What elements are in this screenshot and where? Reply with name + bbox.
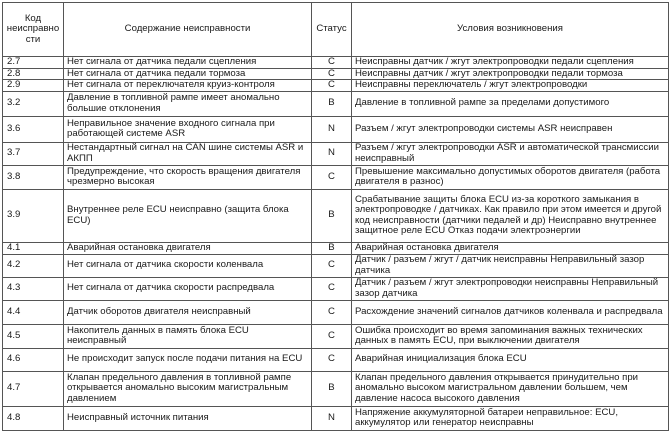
cell-conditions: Неисправны переключатель / жгут электропроводки [352, 80, 669, 92]
cell-description: Внутреннее реле ECU неисправно (защита блока ECU) [64, 189, 312, 242]
cell-description: Нет сигнала от датчика скорости распредвала [64, 277, 312, 300]
cell-description: Нет сигнала от датчика педали сцепления [64, 57, 312, 69]
cell-status: C [312, 68, 352, 80]
cell-conditions: Напряжение аккумуляторной батареи неправильное: ECU, аккумулятор или генератор неисправны [352, 406, 669, 430]
cell-code: 3.2 [3, 91, 64, 116]
table-row [3, 57, 669, 69]
cell-code: 2.8 [3, 68, 64, 80]
cell-status: C [312, 324, 352, 348]
cell-status: C [312, 348, 352, 371]
cell-conditions: Аварийная инициализация блока ECU [352, 348, 669, 371]
table-row [3, 371, 669, 406]
cell-status: C [312, 165, 352, 189]
fault-code-table [2, 2, 669, 431]
cell-description: Датчик оборотов двигателя неисправный [64, 300, 312, 324]
cell-conditions: Ошибка происходит во время запоминания важных технических данных в память ECU, при выключении двигателя [352, 324, 669, 348]
table-row [3, 300, 669, 324]
cell-status: B [312, 242, 352, 254]
cell-code: 4.2 [3, 254, 64, 277]
cell-description: Неисправный источник питания [64, 406, 312, 430]
table-row [3, 91, 669, 116]
table-row [3, 242, 669, 254]
cell-code: 4.6 [3, 348, 64, 371]
table-row [3, 348, 669, 371]
cell-code: 3.9 [3, 189, 64, 242]
cell-code: 3.6 [3, 116, 64, 142]
table-row [3, 68, 669, 80]
table-row [3, 142, 669, 165]
cell-conditions: Срабатывание защиты блока ECU из-за короткого замыкания в электропроводке / датчиках. Как правило при этом имеется и другой код неисправности (датчики педалей и др) Неисправно внутреннее защитное реле ECU Отказ подачи электроэнергии [352, 189, 669, 242]
cell-description: Предупреждение, что скорость вращения двигателя чрезмерно высокая [64, 165, 312, 189]
cell-description: Неправильное значение входного сигнала при работающей системе ASR [64, 116, 312, 142]
cell-conditions: Клапан предельного давления открывается принудительно при аномально высоком магистральном давлении большем, чем давление насоса высокого давления [352, 371, 669, 406]
table-row [3, 165, 669, 189]
cell-code: 4.7 [3, 371, 64, 406]
cell-description: Не происходит запуск после подачи питания на ECU [64, 348, 312, 371]
cell-code: 4.1 [3, 242, 64, 254]
cell-description: Аварийная остановка двигателя [64, 242, 312, 254]
header-conditions: Условия возникновения [352, 3, 669, 57]
cell-conditions: Превышение максимально допустимых оборотов двигателя (работа двигателя в разнос) [352, 165, 669, 189]
cell-status: B [312, 91, 352, 116]
cell-status: N [312, 116, 352, 142]
cell-code: 4.5 [3, 324, 64, 348]
header-status: Статус [312, 3, 352, 57]
cell-code: 4.8 [3, 406, 64, 430]
cell-status: C [312, 80, 352, 92]
cell-code: 3.7 [3, 142, 64, 165]
cell-status: C [312, 254, 352, 277]
cell-description: Накопитель данных в память блока ECU неисправный [64, 324, 312, 348]
cell-code: 3.8 [3, 165, 64, 189]
table-row [3, 277, 669, 300]
table-row [3, 116, 669, 142]
cell-description: Давление в топливной рампе имеет аномально большие отклонения [64, 91, 312, 116]
cell-conditions: Датчик / разъем / жгут / датчик неисправны Неправильный зазор датчика [352, 254, 669, 277]
cell-description: Нет сигнала от переключателя круиз-контроля [64, 80, 312, 92]
cell-description: Нет сигнала от датчика скорости коленвала [64, 254, 312, 277]
cell-description: Нестандартный сигнал на CAN шине системы ASR и АКПП [64, 142, 312, 165]
cell-conditions: Неисправны датчик / жгут электропроводки педали сцепления [352, 57, 669, 69]
cell-conditions: Разъем / жгут электропроводки системы ASR неисправен [352, 116, 669, 142]
cell-status: B [312, 371, 352, 406]
cell-conditions: Неисправны датчик / жгут электропроводки педали тормоза [352, 68, 669, 80]
cell-description: Клапан предельного давления в топливной рампе открывается аномально высоким магистральным давлением [64, 371, 312, 406]
cell-status: B [312, 189, 352, 242]
cell-status: C [312, 300, 352, 324]
table-row [3, 406, 669, 430]
cell-code: 4.4 [3, 300, 64, 324]
cell-conditions: Разъем / жгут электропроводки ASR и автоматической трансмиссии неисправный [352, 142, 669, 165]
cell-description: Нет сигнала от датчика педали тормоза [64, 68, 312, 80]
cell-code: 4.3 [3, 277, 64, 300]
header-code: Код неисправности [3, 3, 64, 57]
cell-conditions: Давление в топливной рампе за пределами допустимого [352, 91, 669, 116]
table-header-row [3, 3, 669, 57]
table-row [3, 80, 669, 92]
cell-conditions: Аварийная остановка двигателя [352, 242, 669, 254]
cell-code: 2.9 [3, 80, 64, 92]
header-description: Содержание неисправности [64, 3, 312, 57]
fault-code-table-container [2, 2, 668, 431]
cell-conditions: Расхождение значений сигналов датчиков коленвала и распредвала [352, 300, 669, 324]
table-row [3, 324, 669, 348]
table-row [3, 189, 669, 242]
cell-conditions: Датчик / разъем / жгут электропроводки неисправны Неправильный зазор датчика [352, 277, 669, 300]
cell-code: 2.7 [3, 57, 64, 69]
cell-status: N [312, 142, 352, 165]
cell-status: C [312, 57, 352, 69]
cell-status: C [312, 277, 352, 300]
table-row [3, 254, 669, 277]
cell-status: N [312, 406, 352, 430]
